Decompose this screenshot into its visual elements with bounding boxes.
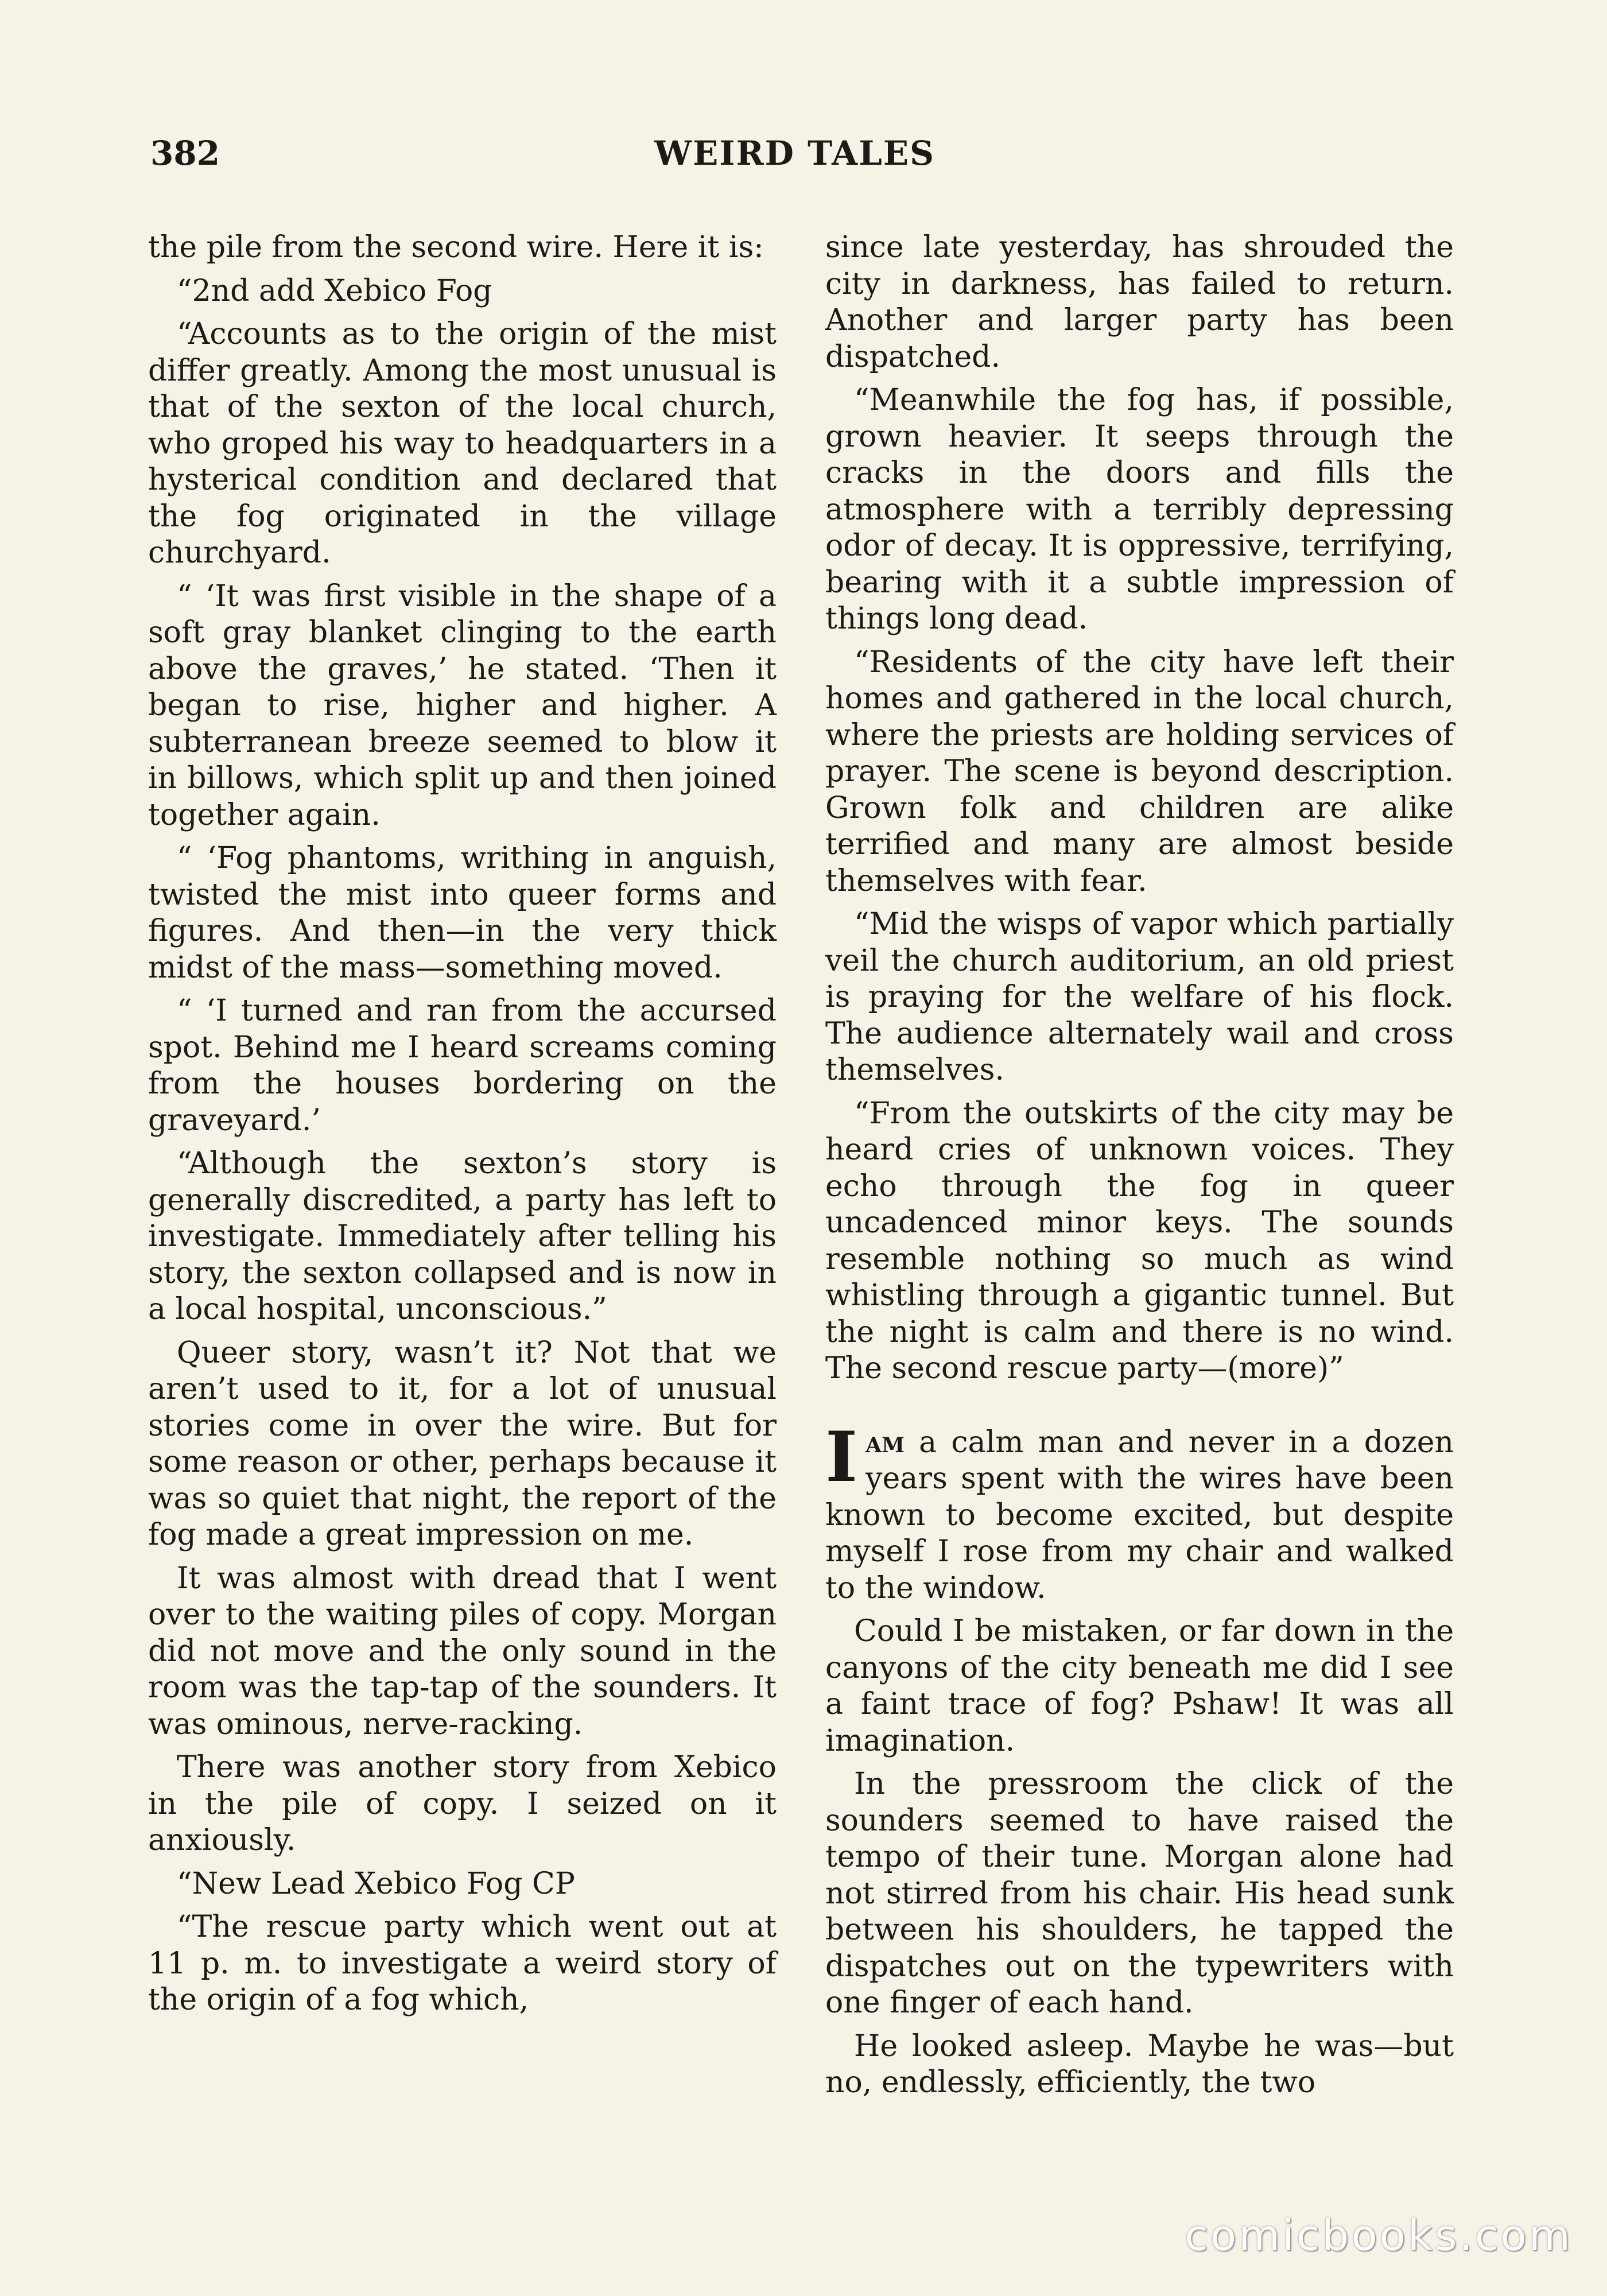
paragraph: “Although the sexton’s story is generally discredited, a party has left to investigate. Immediately after telling his story, the sexton collapsed and is now in a local hospital, unconscious.”	[148, 1146, 777, 1327]
paragraph: “Residents of the city have left their homes and gathered in the local church, where the priests are holding services of prayer. The scene is beyond description. Grown folk and children are alike terrified and many are almost beside themselves with fear.	[825, 645, 1454, 898]
paragraph: “ ‘Fog phantoms, writhing in anguish, twisted the mist into queer forms and figures. And then—in the very thick midst of the mass—something moved.	[148, 841, 777, 985]
paragraph: “From the outskirts of the city may be heard cries of unknown voices. They echo through the fog in queer uncadenced minor keys. The sounds resemble nothing so much as wind whistling through a gigantic tunnel. But the night is calm and there is no wind. The second rescue party—(more)”	[825, 1096, 1454, 1386]
paragraph: Queer story, wasn’t it? Not that we aren’t used to it, for a lot of unusual stories come in over the wire. But for some reason or other, perhaps because it was so quiet that night, the report of the fog made a great impression on me.	[148, 1335, 777, 1552]
paragraph: “ ‘I turned and ran from the accursed spot. Behind me I heard screams coming from the houses bordering on the graveyard.’	[148, 994, 777, 1138]
paragraph: “The rescue party which went out at 11 p. m. to investigate a weird story of the origin of a fog which,	[148, 1910, 777, 2017]
section-break	[825, 1394, 1454, 1424]
paragraph: It was almost with dread that I went over to the waiting piles of copy. Morgan did not move and the only sound in the room was the tap-tap of the sounders. It was ominous, nerve-racking.	[148, 1561, 777, 1742]
paragraph: In the pressroom the click of the sounders seemed to have raised the tempo of their tune. Morgan alone had not stirred from his chair. His head sunk between his shoulders, he tapped the dispatches out on the typewriters with one finger of each hand.	[825, 1767, 1454, 2020]
paragraph: “ ‘It was first visible in the shape of a soft gray blanket clinging to the earth above the graves,’ he stated. ‘Then it began to rise, higher and higher. A subterranean breeze seemed to blow it in billows, which split up and then joined together again.	[148, 579, 777, 832]
paragraph: the pile from the second wire. Here it is:	[148, 230, 764, 265]
paragraph: “Accounts as to the origin of the mist differ greatly. Among the most unusual is that of the sexton of the local church, who groped his way to headquarters in a hysterical condition and declared that the fog originated in the village churchyard.	[148, 317, 777, 570]
paragraph: There was another story from Xebico in the pile of copy. I seized on it anxiously.	[148, 1750, 777, 1857]
section-opening-paragraph	[825, 1416, 1454, 1607]
paragraph: since late yesterday, has shrouded the city in darkness, has failed to return. Another and larger party has been dispatched.	[825, 230, 1454, 374]
paragraph: He looked asleep. Maybe he was—but no, endlessly, efficiently, the two	[825, 2029, 1454, 2100]
left-column	[148, 230, 777, 2026]
section-opening-text: a calm man and never in a dozen years spent with the wires have been known to become excited, but despite myself I rose from my chair and walked to the window.	[825, 1425, 1454, 1605]
paragraph: “Mid the wisps of vapor which partially veil the church auditorium, an old priest is praying for the welfare of his flock. The audience alternately wail and cross themselves.	[825, 907, 1454, 1087]
paragraph: “New Lead Xebico Fog CP	[177, 1866, 575, 1901]
right-column	[825, 230, 1454, 2108]
drop-cap: I	[825, 1416, 858, 1498]
paragraph: Could I be mistaken, or far down in the canyons of the city beneath me did I see a faint trace of fog? Pshaw! It was all imagination.	[825, 1614, 1454, 1758]
small-caps-lead: am	[865, 1424, 905, 1460]
watermark-logo: comicbooks.com	[1185, 2211, 1573, 2260]
page-number: 382	[150, 134, 220, 173]
paragraph: “Meanwhile the fog has, if possible, grown heavier. It seeps through the cracks in the doors and fills the atmosphere with a terribly depressing odor of decay. It is oppressive, terrifying, bearing with it a subtle impression of things long dead.	[825, 383, 1454, 636]
magazine-title: WEIRD TALES	[654, 134, 936, 173]
paragraph: “2nd add Xebico Fog	[177, 273, 492, 308]
